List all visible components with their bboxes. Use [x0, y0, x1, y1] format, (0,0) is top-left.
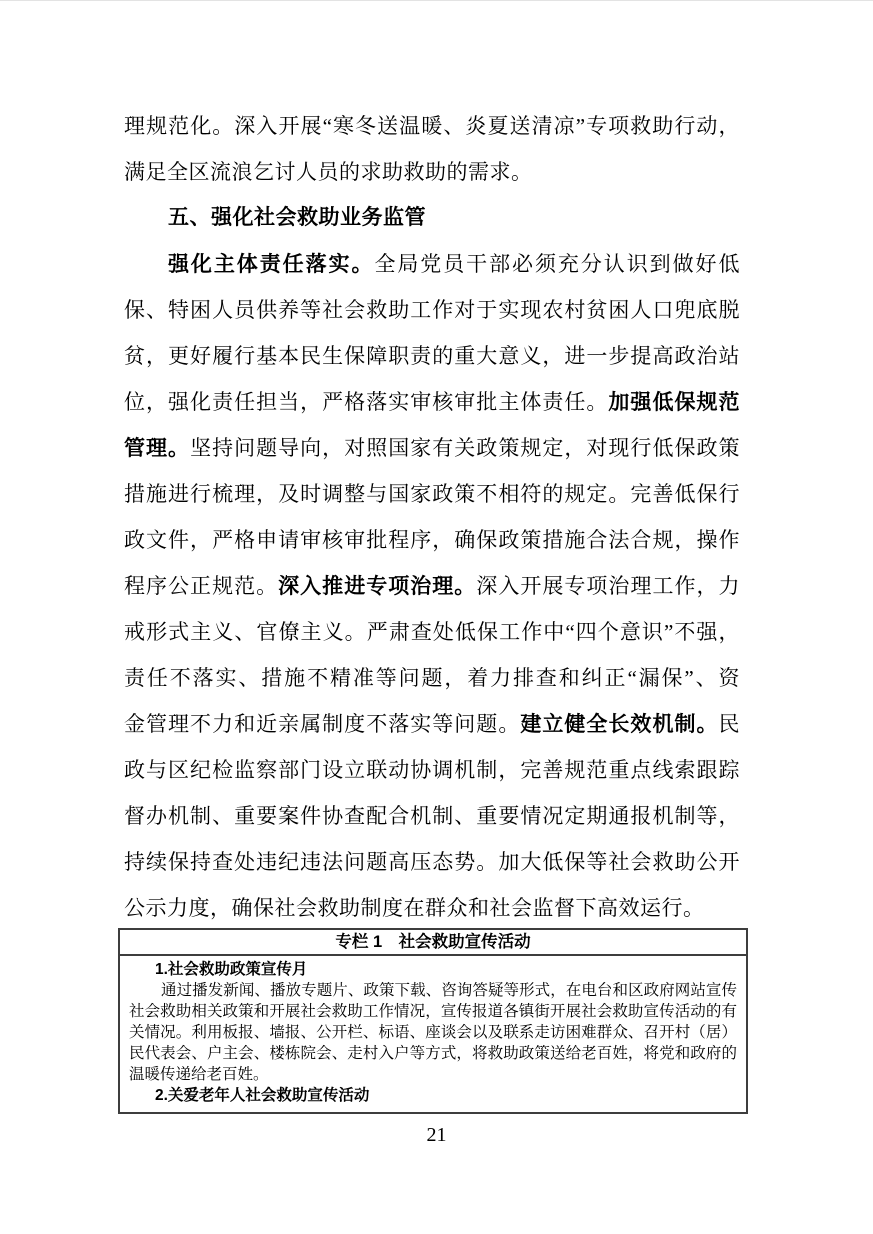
- text-run: 政与区纪检监察部门设立联动协调机制，完善规范重点线索跟踪: [124, 758, 740, 782]
- page-top-edge: [0, 0, 873, 1]
- bold-text-run: 加强低保规范: [608, 391, 740, 414]
- callout-title: 专栏 1 社会救助宣传活动: [120, 930, 746, 956]
- page-number: 21: [426, 1124, 447, 1146]
- text-run: 民: [718, 712, 740, 736]
- body-line: [124, 425, 740, 471]
- body-line: [124, 747, 740, 793]
- callout-paragraph: 通过播发新闻、播放专题片、政策下载、咨询答疑等形式，在电台和区政府网站宣传社会救助相关政策和开展社会救助工作情况，宣传报道各镇街开展社会救助宣传活动的有关情况。利用板报、墙报、公开栏、标语、座谈会以及联系走访困难群众、召开村（居）民代表会、户主会、楼栋院会、走村入户等方式，将救助政策送给老百姓，将党和政府的温暖传递给老百姓。: [129, 982, 737, 1083]
- text-run: 戒形式主义、官僚主义。严肃查处低保工作中“四个意识”不强，: [124, 620, 740, 644]
- text-run: 程序公正规范。: [124, 574, 279, 598]
- body-line: [124, 471, 740, 517]
- body-line: [124, 609, 740, 655]
- body-line: [124, 103, 740, 149]
- body-line: [124, 149, 740, 195]
- body-line: [124, 379, 740, 425]
- text-run: 公示力度，确保社会救助制度在群众和社会监督下高效运行。: [124, 896, 705, 920]
- body-line: [124, 241, 740, 287]
- text-run: 贫，更好履行基本民生保障职责的重大意义，进一步提高政治站: [124, 344, 740, 368]
- document-body: [124, 103, 740, 931]
- callout-body: [120, 956, 746, 1110]
- callout-subhead: 2.关爱老年人社会救助宣传活动: [155, 1087, 370, 1104]
- bold-text-run: 五、强化社会救助业务监管: [168, 206, 426, 229]
- text-run: 满足全区流浪乞讨人员的求助救助的需求。: [124, 160, 533, 184]
- text-run: 政文件，严格申请审核审批程序，确保政策措施合法合规，操作: [124, 528, 740, 552]
- body-line: [124, 701, 740, 747]
- callout-box: [118, 928, 748, 1114]
- text-run: 位，强化责任担当，严格落实审核审批主体责任。: [124, 390, 609, 414]
- body-line: [124, 885, 740, 931]
- body-line: [124, 563, 740, 609]
- text-run: 金管理不力和近亲属制度不落实等问题。: [124, 712, 521, 736]
- body-line: [124, 333, 740, 379]
- text-run: 深入开展专项治理工作，力: [476, 574, 740, 598]
- text-run: 持续保持查处违纪违法问题高压态势。加大低保等社会救助公开: [124, 850, 740, 874]
- section-heading: [124, 195, 740, 241]
- text-run: 坚持问题导向，对照国家有关政策规定，对现行低保政策: [190, 436, 740, 460]
- text-run: 责任不落实、措施不精准等问题，着力排查和纠正“漏保”、资: [124, 666, 740, 690]
- body-line: [124, 517, 740, 563]
- body-line: [124, 839, 740, 885]
- body-line: [124, 287, 740, 333]
- body-line: [124, 655, 740, 701]
- bold-text-run: 深入推进专项治理。: [278, 575, 477, 598]
- bold-text-run: 建立健全长效机制。: [520, 713, 719, 736]
- body-line: [124, 793, 740, 839]
- text-run: 督办机制、重要案件协查配合机制、重要情况定期通报机制等，: [124, 804, 740, 828]
- text-run: 全局党员干部必须充分认识到做好低: [374, 252, 740, 276]
- bold-text-run: 管理。: [124, 437, 191, 460]
- bold-text-run: 强化主体责任落实。: [168, 253, 375, 276]
- callout-subhead: 1.社会救助政策宣传月: [155, 961, 308, 978]
- text-run: 保、特困人员供养等社会救助工作对于实现农村贫困人口兜底脱: [124, 298, 740, 322]
- text-run: 措施进行梳理，及时调整与国家政策不相符的规定。完善低保行: [124, 482, 740, 506]
- text-run: 理规范化。深入开展“寒冬送温暖、炎夏送清凉”专项救助行动，: [124, 114, 740, 138]
